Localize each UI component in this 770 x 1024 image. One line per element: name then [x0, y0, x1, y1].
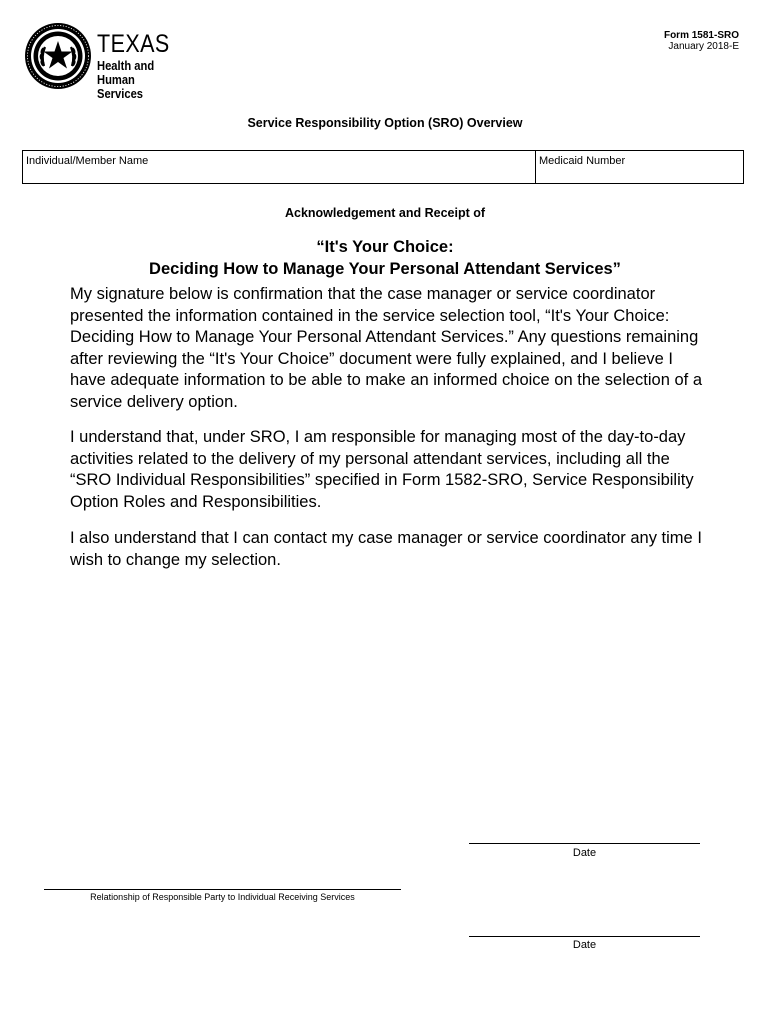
confirmation-paragraph: My signature below is confirmation that the case manager or service coordinator presented the information contained in the service selection tool, “It's Your Choice: Deciding How to Manage Your Personal Attendant Services.” Any questions remaining after reviewing the “It's Your Choice” document were fully explained, and I believe I have adequate information to be able to make an informed choice on the selection of a service delivery option.	[70, 285, 702, 411]
date-signature-line-1[interactable]	[469, 843, 700, 844]
logo-subtitle	[97, 59, 189, 101]
relationship-signature-line[interactable]	[44, 889, 401, 890]
choice-title-line2: Deciding How to Manage Your Personal Attendant Services”	[149, 260, 621, 278]
member-info-table	[22, 150, 744, 184]
logo-subtitle-line2: Services	[97, 86, 144, 101]
logo-subtitle-line1: Health and Human	[97, 58, 155, 87]
date-signature-line-2[interactable]	[469, 936, 700, 937]
texas-star-seal-icon	[24, 22, 92, 90]
form-date: January 2018-E	[668, 41, 739, 52]
acknowledgement-title: Acknowledgement and Receipt of	[284, 206, 486, 220]
choice-title-line1: “It's Your Choice:	[316, 238, 454, 256]
change-selection-paragraph: I also understand that I can contact my case manager or service coordinator any time I wish to change my selection.	[70, 529, 702, 569]
form-identifier	[664, 30, 739, 52]
date-label-2: Date	[572, 939, 597, 951]
hhs-logo	[24, 22, 204, 101]
date-label-1: Date	[572, 847, 597, 859]
medicaid-number-label: Medicaid Number	[539, 155, 626, 167]
logo-title: TEXAS	[97, 30, 170, 58]
form-number: Form 1581-SRO	[663, 30, 739, 41]
responsibility-paragraph: I understand that, under SRO, I am responsible for managing most of the day-to-day activities related to the delivery of my personal attendant services, including all the “SRO Individual Responsibilities” specified in Form 1582-SRO, Service Responsibility Option Roles and Responsibilities.	[70, 428, 694, 511]
overview-title: Service Responsibility Option (SRO) Overview	[247, 116, 523, 130]
individual-name-field[interactable]	[23, 151, 536, 183]
relationship-label: Relationship of Responsible Party to Individual Receiving Services	[90, 892, 355, 902]
choice-title	[0, 236, 770, 280]
medicaid-number-field[interactable]	[536, 151, 743, 183]
individual-name-label: Individual/Member Name	[26, 155, 149, 167]
